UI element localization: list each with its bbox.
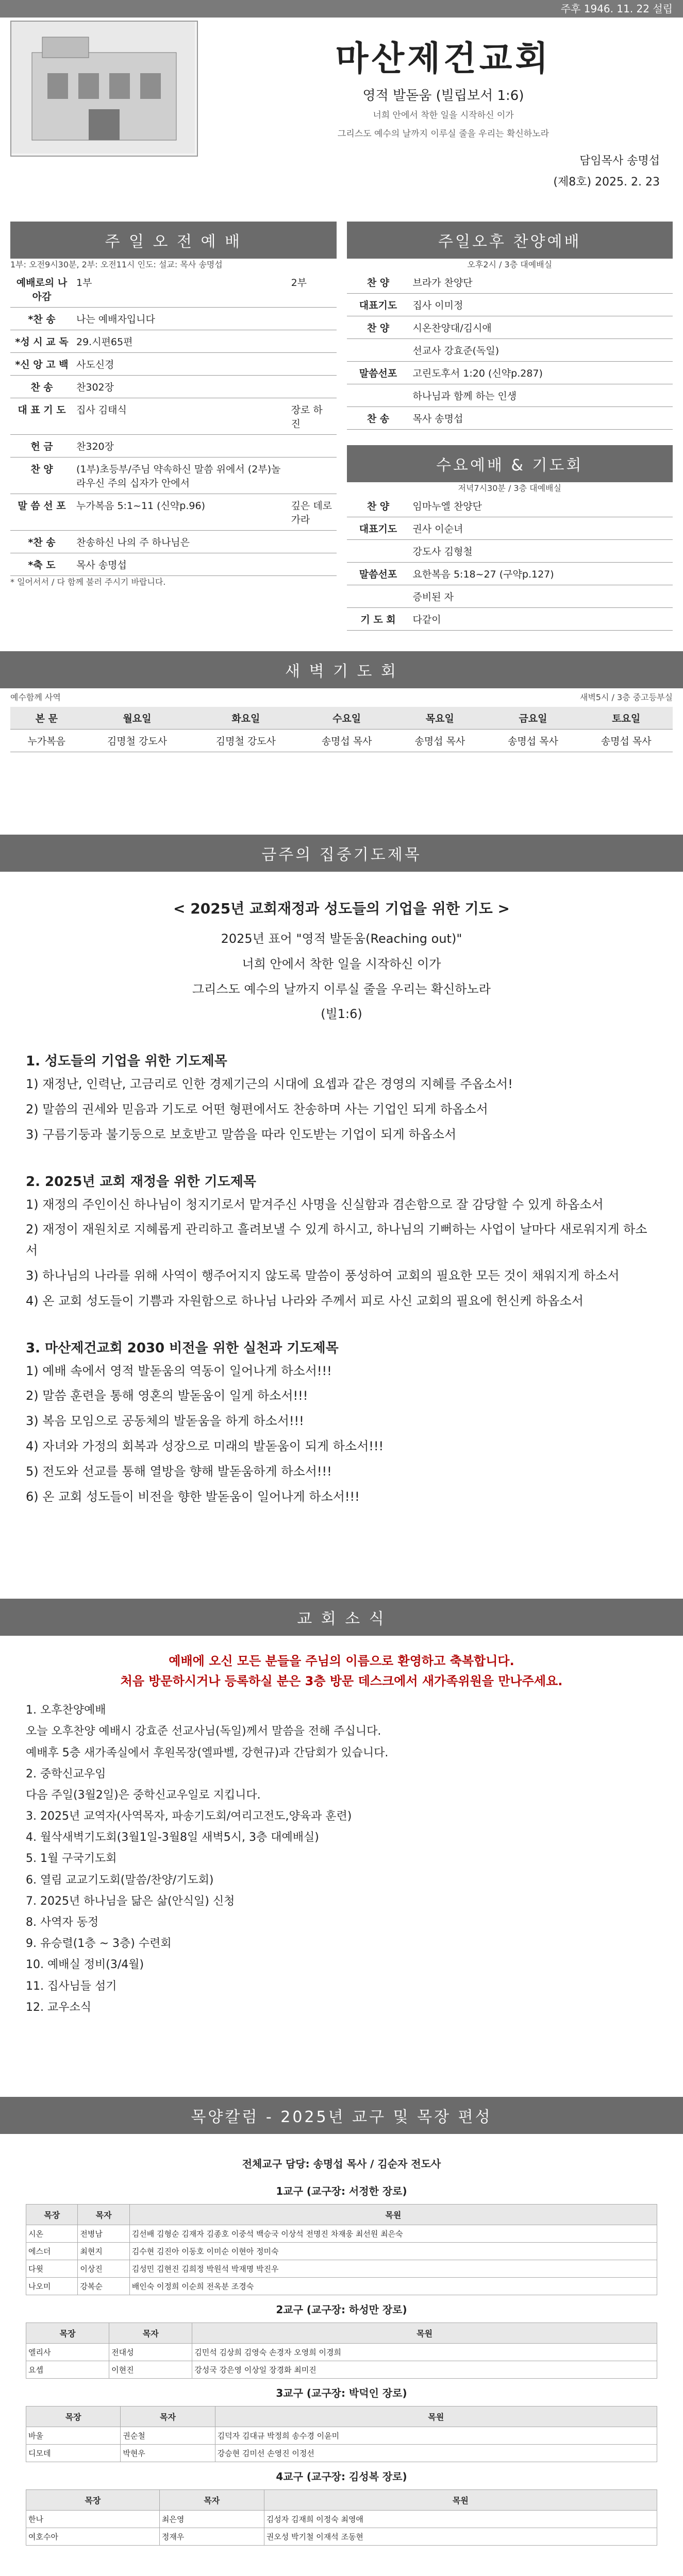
order-row bbox=[10, 435, 337, 457]
order-label bbox=[347, 540, 410, 563]
order-value: 브라가 찬양단 bbox=[410, 271, 673, 294]
group-3-title: 3교구 (교구장: 박덕인 장로) bbox=[276, 2386, 407, 2399]
prayer-item: 3) 복음 모임으로 공동체의 발돋움을 하게 하소서!!! bbox=[26, 1414, 304, 1429]
mokyang-header-cell: 목자 bbox=[121, 2406, 215, 2427]
order-label: 찬 송 bbox=[347, 407, 410, 430]
order-row bbox=[347, 608, 673, 631]
morning-footnote: * 일어서서 / 다 함께 불러 주시기 바랍니다. bbox=[10, 577, 166, 587]
mokyang-cell: 나오미 bbox=[26, 2277, 78, 2295]
order-label: *찬 송 bbox=[10, 308, 73, 330]
news-item: 오늘 오후찬양 예배시 강효준 선교사님(독일)께서 말씀을 전해 주십니다. bbox=[26, 1725, 381, 1738]
order-label: 말 씀 선 포 bbox=[10, 494, 73, 531]
mokyang-cell: 에스더 bbox=[26, 2242, 78, 2260]
dawn-header-cell: 화요일 bbox=[191, 707, 300, 730]
vision-s3-title: 3. 마산제건교회 2030 비전을 위한 실천과 기도제목 bbox=[26, 1340, 339, 1356]
pastor-name: 담임목사 송명섭 bbox=[579, 155, 660, 167]
order-value-1: 찬320장 bbox=[73, 435, 288, 457]
mokyang-header-cell: 목자 bbox=[109, 2323, 192, 2343]
verse-line-1: 너희 안에서 착한 일을 시작하신 이가 bbox=[373, 110, 514, 121]
order-label: 대표기도 bbox=[347, 294, 410, 316]
mokyang-cell: 권순철 bbox=[121, 2427, 215, 2444]
mokyang-cell: 강성국 강은영 이상일 장경화 최미진 bbox=[192, 2361, 657, 2378]
news-item: 3. 2025년 교역자(사역목자, 파송기도회/여리고전도,양육과 훈련) bbox=[26, 1810, 352, 1823]
wed-worship-header: 수요예배 & 기도회 bbox=[347, 445, 673, 482]
mokyang-cell: 김수현 김진아 이동호 이미순 이현아 정미숙 bbox=[129, 2242, 657, 2260]
order-value-1: 집사 김태식 bbox=[73, 398, 288, 435]
news-item: 8. 사역자 동정 bbox=[26, 1916, 99, 1929]
dawn-header-cell: 월요일 bbox=[83, 707, 192, 730]
morning-worship-header: 주 일 오 전 예 배 bbox=[10, 222, 337, 259]
order-label: 대 표 기 도 bbox=[10, 398, 73, 435]
wed-worship-time: 저녁7시30분 / 3층 대예배실 bbox=[458, 483, 561, 493]
order-value: 고린도후서 1:20 (신약p.287) bbox=[410, 362, 673, 384]
order-label: *축 도 bbox=[10, 553, 73, 576]
mokyang-section bbox=[0, 2097, 683, 2561]
news-item: 6. 열림 교교기도회(말씀/찬양/기도회) bbox=[26, 1873, 214, 1887]
order-value-1: 누가복음 5:1~11 (신약p.96) bbox=[73, 494, 288, 531]
mokyang-header-cell: 목원 bbox=[129, 2204, 657, 2225]
news-welcome-1: 예배에 오신 모든 분들을 주님의 이름으로 환영하고 축복합니다. bbox=[169, 1654, 514, 1669]
order-value-2 bbox=[288, 376, 337, 398]
order-value: 다같이 bbox=[410, 608, 673, 631]
prayer-item: 3) 하나님의 나라를 위해 사역이 행주어지지 않도록 말씀이 풍성하여 교회의 필요한 모든 것이 채워지게 하소서 bbox=[26, 1268, 620, 1283]
order-value: 권사 이순녀 bbox=[410, 517, 673, 540]
order-row bbox=[10, 494, 337, 531]
order-label: 헌 금 bbox=[10, 435, 73, 457]
mokyang-cell: 김성민 김현진 김희정 박원석 박재명 박진우 bbox=[129, 2260, 657, 2277]
founding-bar: 주후 1946. 11. 22 설립 bbox=[0, 0, 683, 18]
order-value: 선교사 강효준(독일) bbox=[410, 339, 673, 362]
title-block bbox=[216, 31, 670, 189]
order-value-1: 목사 송명섭 bbox=[73, 553, 288, 576]
mokyang-cell: 한나 bbox=[26, 2510, 160, 2528]
order-value-1: 사도신경 bbox=[73, 353, 288, 376]
order-value-1: 29.시편65편 bbox=[73, 330, 288, 353]
order-row bbox=[10, 271, 337, 308]
mokyang-cell: 정재우 bbox=[159, 2528, 264, 2545]
order-label: 찬 양 bbox=[347, 316, 410, 339]
order-value: 집사 이미정 bbox=[410, 294, 673, 316]
order-label: *성 시 교 독 bbox=[10, 330, 73, 353]
group-2-table bbox=[26, 2323, 657, 2379]
order-label: 찬 양 bbox=[10, 457, 73, 494]
order-row bbox=[10, 457, 337, 494]
vision-intro-4: (빌1:6) bbox=[321, 1007, 362, 1022]
mokyang-header-cell: 목장 bbox=[26, 2204, 78, 2225]
mokyang-cell: 이상진 bbox=[78, 2260, 129, 2277]
mokyang-cell: 강복순 bbox=[78, 2277, 129, 2295]
mokyang-cell: 강승현 김미선 손영진 이정선 bbox=[215, 2444, 657, 2462]
order-label: 찬 송 bbox=[10, 376, 73, 398]
order-row bbox=[10, 398, 337, 435]
order-row bbox=[347, 407, 673, 430]
order-row bbox=[10, 376, 337, 398]
group-4-table bbox=[26, 2489, 657, 2546]
mokyang-cell: 최현지 bbox=[78, 2242, 129, 2260]
header bbox=[0, 0, 683, 222]
mokyang-cell: 전병남 bbox=[78, 2225, 129, 2242]
order-row bbox=[347, 316, 673, 339]
order-value: 시온찬양대/김시애 bbox=[410, 316, 673, 339]
news-item: 예배후 5층 새가족실에서 후원목장(엘파벨, 강현규)과 간담회가 있습니다. bbox=[26, 1746, 389, 1759]
order-label: 기 도 회 bbox=[347, 608, 410, 631]
church-building-image bbox=[10, 21, 198, 157]
order-row bbox=[10, 353, 337, 376]
order-row bbox=[10, 330, 337, 353]
order-row bbox=[347, 540, 673, 563]
order-label bbox=[347, 585, 410, 608]
prayer-item: 1) 재정난, 인력난, 고금리로 인한 경제기근의 시대에 요셉과 같은 경영의 지혜를 주옵소서! bbox=[26, 1077, 513, 1092]
mokyang-header-cell: 목장 bbox=[26, 2323, 109, 2343]
order-label: 대표기도 bbox=[347, 517, 410, 540]
mokyang-cell: 김선배 김형순 김재자 김종호 이중석 백승국 이상석 전명진 차재웅 최선원 최은숙 bbox=[129, 2225, 657, 2242]
order-label: 예배로의 나아감 bbox=[10, 271, 73, 308]
order-row bbox=[347, 495, 673, 517]
group-1-title: 1교구 (교구장: 서정한 장로) bbox=[276, 2184, 407, 2197]
order-value-1: (1부)초등부/주님 약속하신 말씀 위에서 (2부)놀라우신 주의 십자가 안에서 bbox=[73, 457, 288, 494]
dawn-cell: 누가복음 bbox=[10, 730, 83, 752]
afternoon-column bbox=[347, 222, 673, 631]
dawn-cell: 송명섭 목사 bbox=[393, 730, 487, 752]
order-label: 찬 양 bbox=[347, 495, 410, 517]
vision-intro-2: 너희 안에서 착한 일을 시작하신 이가 bbox=[242, 956, 441, 971]
dawn-cell: 김명철 강도사 bbox=[83, 730, 192, 752]
dawn-cell: 송명섭 목사 bbox=[487, 730, 580, 752]
news-header: 교 회 소 식 bbox=[0, 1599, 683, 1636]
order-label: *찬 송 bbox=[10, 531, 73, 553]
order-value-2 bbox=[288, 553, 337, 576]
order-value-1: 1부 bbox=[73, 271, 288, 308]
order-label bbox=[347, 339, 410, 362]
mokyang-header-cell: 목자 bbox=[78, 2204, 129, 2225]
mokyang-header: 목양칼럼 - 2025년 교구 및 목장 편성 bbox=[0, 2097, 683, 2134]
mokyang-row bbox=[26, 2510, 657, 2528]
group-1-table bbox=[26, 2204, 657, 2295]
order-label: 찬 양 bbox=[347, 271, 410, 294]
morning-order-table bbox=[10, 271, 337, 576]
news-list bbox=[26, 1701, 657, 2016]
wed-order-table bbox=[347, 495, 673, 631]
order-label: 말씀선포 bbox=[347, 563, 410, 585]
news-item: 다음 주일(3월2일)은 중학신교우일로 지킵니다. bbox=[26, 1788, 261, 1802]
mokyang-cell: 전대성 bbox=[109, 2343, 192, 2361]
order-value: 증비된 자 bbox=[410, 585, 673, 608]
news-item: 4. 월삭새벽기도회(3월1일-3월8일 새벽5시, 3층 대예배실) bbox=[26, 1831, 319, 1844]
order-value: 임마누엘 찬양단 bbox=[410, 495, 673, 517]
dawn-prayer-table bbox=[10, 707, 673, 752]
dawn-prayer-header: 새 벽 기 도 회 bbox=[0, 651, 683, 688]
mokyang-cell: 김성자 김재희 이정숙 최영애 bbox=[264, 2510, 657, 2528]
dawn-right-note: 새벽5시 / 3층 중고등부실 bbox=[579, 692, 673, 702]
prayer-item: 4) 자녀와 가정의 회복과 성장으로 미래의 발돋움이 되게 하소서!!! bbox=[26, 1438, 384, 1453]
prayer-item: 5) 전도와 선교를 통해 열방을 향해 발돋움하게 하소서!!! bbox=[26, 1464, 332, 1479]
mokyang-cell: 최은영 bbox=[159, 2510, 264, 2528]
news-item: 11. 집사님들 섬기 bbox=[26, 1979, 117, 1993]
vision-s2-list bbox=[26, 1194, 657, 1312]
order-row bbox=[347, 585, 673, 608]
group-3-table bbox=[26, 2406, 657, 2462]
order-value-2 bbox=[288, 330, 337, 353]
mokyang-row bbox=[26, 2343, 657, 2361]
prayer-item: 3) 구름기둥과 불기둥으로 보호받고 말씀을 따라 인도받는 기업이 되게 하옵소서 bbox=[26, 1127, 457, 1142]
prayer-item: 2) 말씀 훈련을 통해 영혼의 발돋움이 일게 하소서!!! bbox=[26, 1388, 308, 1403]
morning-worship-time: 1부: 오전9시30분, 2부: 오전11시 인도: 설교: 목사 송명섭 bbox=[10, 260, 223, 269]
mokyang-cell: 요셉 bbox=[26, 2361, 109, 2378]
dawn-header-cell: 금요일 bbox=[487, 707, 580, 730]
morning-worship bbox=[10, 222, 337, 631]
vision-s2-title: 2. 2025년 교회 재정을 위한 기도제목 bbox=[26, 1174, 256, 1190]
mokyang-row bbox=[26, 2260, 657, 2277]
afternoon-worship-time: 오후2시 / 3층 대예배실 bbox=[467, 260, 553, 269]
order-value: 강도사 김형철 bbox=[410, 540, 673, 563]
dawn-prayer-section bbox=[0, 651, 683, 752]
mokyang-header-cell: 목원 bbox=[192, 2323, 657, 2343]
vision-title: < 2025년 교회재정과 성도들의 기업을 위한 기도 > bbox=[173, 900, 510, 917]
mokyang-header-cell: 목원 bbox=[215, 2406, 657, 2427]
news-item: 1. 오후찬양예배 bbox=[26, 1704, 106, 1717]
dawn-cell: 김명철 강도사 bbox=[191, 730, 300, 752]
order-row bbox=[10, 553, 337, 576]
order-value: 요한복음 5:18~27 (구약p.127) bbox=[410, 563, 673, 585]
order-row bbox=[10, 308, 337, 330]
news-welcome-2: 처음 방문하시거나 등록하실 분은 3층 방문 데스크에서 새가족위원을 만나주세요. bbox=[120, 1673, 563, 1688]
mokyang-cell: 바울 bbox=[26, 2427, 121, 2444]
mokyang-cell: 디모데 bbox=[26, 2444, 121, 2462]
news-item: 2. 중학신교우임 bbox=[26, 1767, 106, 1781]
dawn-cell: 송명섭 목사 bbox=[300, 730, 393, 752]
mokyang-row bbox=[26, 2427, 657, 2444]
vision-section bbox=[0, 835, 683, 1527]
order-row bbox=[347, 339, 673, 362]
order-row bbox=[347, 517, 673, 540]
order-row bbox=[10, 531, 337, 553]
vision-intro-1: 2025년 표어 "영적 발돋움(Reaching out)" bbox=[221, 931, 462, 946]
order-value: 목사 송명섭 bbox=[410, 407, 673, 430]
afternoon-worship-header: 주일오후 찬양예배 bbox=[347, 222, 673, 259]
order-value: 하나님과 함께 하는 인생 bbox=[410, 384, 673, 407]
prayer-item: 1) 예배 속에서 영적 발돋움의 역동이 일어나게 하소서!!! bbox=[26, 1363, 332, 1378]
mokyang-cell: 다윗 bbox=[26, 2260, 78, 2277]
mokyang-row bbox=[26, 2277, 657, 2295]
prayer-item: 6) 온 교회 성도들이 비전을 향한 발돋움이 일어나게 하소서!!! bbox=[26, 1489, 360, 1504]
vision-s3-list bbox=[26, 1361, 657, 1507]
mokyang-cell: 여호수아 bbox=[26, 2528, 160, 2545]
mokyang-cell: 김민석 김상희 김영숙 손경자 오영희 이경희 bbox=[192, 2343, 657, 2361]
order-value-1: 나는 예배자입니다 bbox=[73, 308, 288, 330]
worship-columns bbox=[0, 222, 683, 631]
mokyang-cell: 박현우 bbox=[121, 2444, 215, 2462]
mokyang-cell: 이현진 bbox=[109, 2361, 192, 2378]
order-value-2: 깊은 데로 가라 bbox=[288, 494, 337, 531]
vision-intro-3: 그리스도 예수의 날까지 이루실 줄을 우리는 확신하노라 bbox=[192, 981, 491, 996]
order-value-2 bbox=[288, 353, 337, 376]
order-label: *신 앙 고 백 bbox=[10, 353, 73, 376]
order-value-2: 장로 하 진 bbox=[288, 398, 337, 435]
dawn-header-cell: 본 문 bbox=[10, 707, 83, 730]
afternoon-order-table bbox=[347, 271, 673, 430]
order-value-2 bbox=[288, 308, 337, 330]
dawn-header-cell: 토요일 bbox=[579, 707, 673, 730]
church-name: 마산제건교회 bbox=[335, 38, 552, 78]
order-value-1: 찬302장 bbox=[73, 376, 288, 398]
order-value-1: 찬송하신 나의 주 하나님은 bbox=[73, 531, 288, 553]
news-item: 9. 유승렬(1층 ~ 3층) 수련회 bbox=[26, 1937, 172, 1951]
news-item: 10. 예배실 정비(3/4월) bbox=[26, 1958, 144, 1972]
mokyang-row bbox=[26, 2528, 657, 2545]
mokyang-header-cell: 목원 bbox=[264, 2489, 657, 2510]
news-item: 5. 1월 구국기도회 bbox=[26, 1852, 117, 1866]
prayer-item: 2) 말씀의 권세와 믿음과 기도로 어떤 형편에서도 찬송하며 사는 기업인 되게 하옵소서 bbox=[26, 1101, 488, 1116]
mokyang-row bbox=[26, 2225, 657, 2242]
mokyang-row bbox=[26, 2444, 657, 2462]
news-item: 12. 교우소식 bbox=[26, 2001, 91, 2014]
mokyang-header-cell: 목자 bbox=[159, 2489, 264, 2510]
order-value-2 bbox=[288, 457, 337, 494]
mokyang-cell: 김덕자 김대규 박정희 송수경 이윤미 bbox=[215, 2427, 657, 2444]
order-value-2 bbox=[288, 435, 337, 457]
order-row bbox=[347, 362, 673, 384]
news-item: 7. 2025년 하나님을 닮은 삶(안식일) 신청 bbox=[26, 1894, 235, 1908]
mokyang-header-cell: 목장 bbox=[26, 2406, 121, 2427]
order-row bbox=[347, 384, 673, 407]
mokyang-cell: 권오성 박기철 이재석 조동현 bbox=[264, 2528, 657, 2545]
group-4-title: 4교구 (교구장: 김성복 장로) bbox=[276, 2470, 407, 2483]
issue-date: (제8호) 2025. 2. 23 bbox=[553, 176, 660, 189]
motto: 영적 발돋움 (빌립보서 1:6) bbox=[362, 88, 524, 104]
mokyang-cell: 시온 bbox=[26, 2225, 78, 2242]
mokyang-row bbox=[26, 2242, 657, 2260]
verse-line-2: 그리스도 예수의 날까지 이루실 줄을 우리는 확신하노라 bbox=[337, 128, 549, 139]
order-row bbox=[347, 563, 673, 585]
vision-s1-title: 1. 성도들의 기업을 위한 기도제목 bbox=[26, 1054, 227, 1070]
mokyang-header-cell: 목장 bbox=[26, 2489, 160, 2510]
vision-header: 금주의 집중기도제목 bbox=[0, 835, 683, 872]
group-2-title: 2교구 (교구장: 하성만 장로) bbox=[276, 2303, 407, 2316]
dawn-header-cell: 수요일 bbox=[300, 707, 393, 730]
prayer-item: 1) 재정의 주인이신 하나님이 청지기로서 맡겨주신 사명을 신실함과 겸손함으로 잘 감당할 수 있게 하옵소서 bbox=[26, 1197, 604, 1212]
dawn-cell: 송명섭 목사 bbox=[579, 730, 673, 752]
order-row bbox=[347, 294, 673, 316]
dawn-prayer-meta bbox=[0, 688, 683, 707]
order-label bbox=[347, 384, 410, 407]
prayer-item: 2) 재정이 재원치로 지혜롭게 관리하고 흘려보낼 수 있게 하시고, 하나님의 기뻐하는 사업이 날마다 새로워지게 하소서 bbox=[26, 1222, 647, 1258]
mokyang-row bbox=[26, 2361, 657, 2378]
dawn-left-note: 예수함께 사역 bbox=[10, 692, 61, 702]
mokyang-cell: 엘리사 bbox=[26, 2343, 109, 2361]
vision-s1-list bbox=[26, 1074, 657, 1145]
order-value-2 bbox=[288, 531, 337, 553]
dawn-row bbox=[10, 730, 673, 752]
order-label: 말씀선포 bbox=[347, 362, 410, 384]
news-section bbox=[0, 1599, 683, 2035]
prayer-item: 4) 온 교회 성도들이 기쁨과 자원함으로 하나님 나라와 주께서 피로 사신 교회의 필요에 헌신케 하옵소서 bbox=[26, 1293, 584, 1308]
mokyang-cell: 배인숙 이정희 이순희 전옥분 조경숙 bbox=[129, 2277, 657, 2295]
order-row bbox=[347, 271, 673, 294]
mokyang-head: 전체교구 담당: 송명섭 목사 / 김순자 전도사 bbox=[242, 2157, 441, 2170]
order-value-2: 2부 bbox=[288, 271, 337, 308]
dawn-header-cell: 목요일 bbox=[393, 707, 487, 730]
